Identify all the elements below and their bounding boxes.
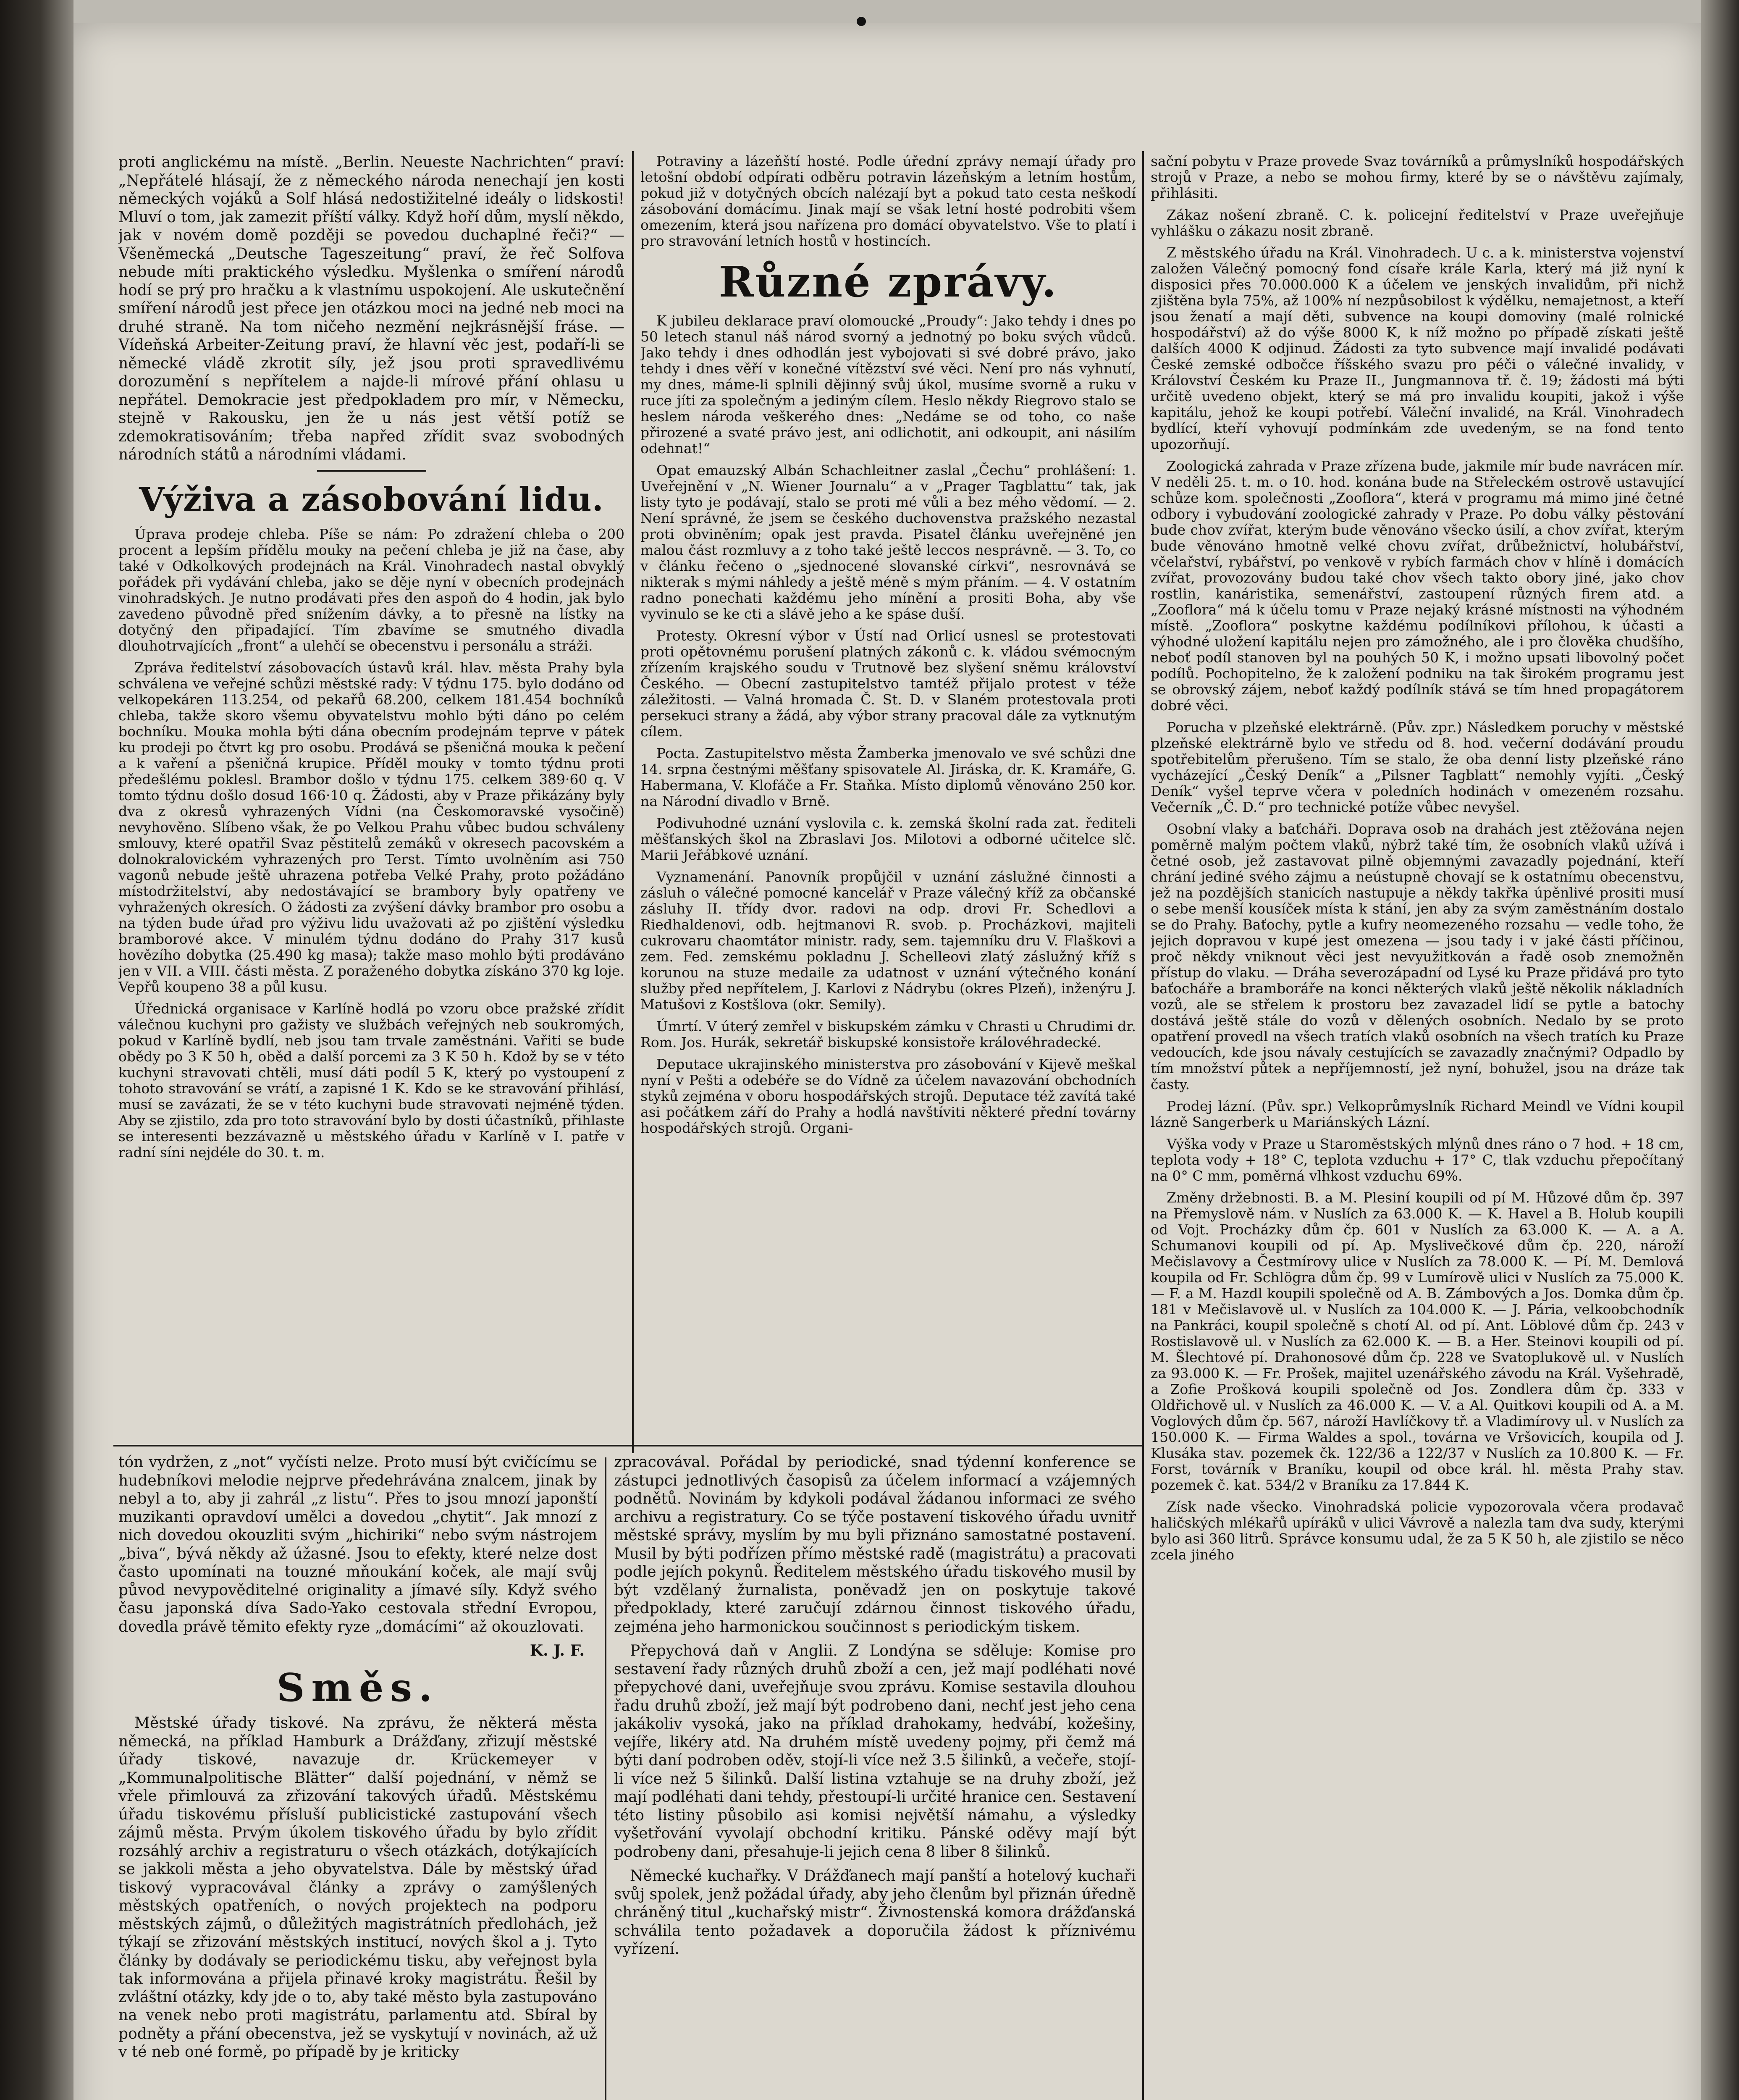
section-heading-smes: Směs. (276, 1665, 439, 1710)
article-pocta: Pocta. Zastupitelstvo města Žamberka jmenovalo ve své schůzi dne 14. srpna čestnými měšťany spisovatele Al. Jiráska, dr. K. Kramáře, G. Habermana, V. Klofáče a Fr. Staňka. Místo diplomů věnováno 250 kor. na Národní divadlo v Brně. (640, 745, 1136, 809)
article-protesty: Protesty. Okresní výbor v Ústí nad Orlicí usnesl se protestovati proti opětovnému porušení platných zákonů c. k. vládou svémocným zřízením krajského soudu v Trutnově bez slyšení sněmu království Českého. — Obecní zastupitelstvo tamtéž přijalo protest v téže záležitosti. — Valná hromada Č. St. D. v Slaném protestovala proti persekuci strany a žádá, aby výbor strany pracoval dále za vytknutým cílem. (640, 627, 1136, 740)
article-opat: Opat emauzský Albán Schachleitner zaslal „Čechu“ prohlášení: 1. Uveřejnění v „N. Wiener Journalu“ a v „Prager Tagblattu“ tak, jak listy tyto je podávají, stalo se proti mé vůli a bez mého vědomí. — 2. Není správné, že jsem se českého duchovenstva pražského nezastal proti obviněním; opak jest pravda. Pisatel článku uveřejněné jen malou část rozmluvy a z toho také ještě leccos nesprávně. — 3. To, co v článku řečeno o „sjednocené slovanské církvi“, nesrovnává se nikterak s mými náhledy a ještě méně s mým přáním. — 4. V ostatním radno ponechati každému jeho mínění a prositi Boha, aby vše vyvinulo se ke cti a slávě jeho a ke spáse duší. (640, 462, 1136, 622)
article-potraviny: Potraviny a lázeňští hosté. Podle úřední zprávy nemají úřady pro letošní období odpírati odběru potravin lázeňským a letním hostům, pokud již v dotyčných obcích nalézají byt a pokud tato cesta neškodí zásobování domácímu. Jinak mají se však letní hosté podrobiti všem omezením, která jsou nařízena pro domácí obyvatelstvo. Vše to platí i pro stravování letních hostů v hostincích. (640, 153, 1136, 249)
ink-speck (857, 17, 866, 26)
section-rule (113, 1445, 1142, 1446)
column-1 (118, 153, 624, 1438)
column-bottom-left (118, 1453, 597, 2100)
page-right-edge (1701, 0, 1739, 2100)
column-2 (640, 153, 1136, 1438)
article-porucha-elektrarna: Porucha v plzeňské elektrárně. (Pův. zpr.) Následkem poruchy v městské plzeňské elektrárně bylo ve středu od 8. hod. večerní dodávání proudu spotřebitelům přerušeno. Tím se stalo, že oba denní listy plzeňské ráno vycházející „Český Deník“ a „Pilsner Tagblatt“ nemohly vyjíti. „Český Deník“ vyšel teprve včera v poledních hodinách v omezeném rozsahu. Večerník „Č. D.“ pro technické potíže vůbec nevyšel. (1151, 719, 1684, 815)
column-rule-2 (1142, 151, 1144, 2100)
article-deputace: Deputace ukrajinského ministerstva pro zásobování v Kijevě meškal nyní v Pešti a odebéře se do Vídně za účelem navazování obchodních styků zejména v oboru hospodářských strojů. Deputace též zavítá také asi počátkem září do Prahy a hodlá navštíviti některé přední továrny hospodářských strojů. Organi- (640, 1056, 1136, 1136)
column-rule-1 (632, 151, 634, 1453)
article-divider (317, 470, 426, 472)
section-heading-vyziva: Výživa a zásobování lidu. (139, 480, 604, 519)
article-mestske-urady-tiskove: Městské úřady tiskové. Na zprávu, že některá města německá, na příklad Hamburk a Drážďany, zřizují městské úřady tiskové, navazuje dr. Krückemeyer v „Kommunalpolitische Blätter“ další pojednání, v němž se vřele přimlouvá za zřizování takových úřadů. Městskému úřadu tiskovému přísluší publicistické zastupování všech zájmů města. Prvým úkolem tiskového úřadu by bylo zřídit rozsáhlý archiv a registraturu o všech otázkách, dotýkajících se jakkoli města a jeho obyvatelstva. Dále by městský úřad tiskový vypracovával články a zprávy o zamýšlených městských opatřeních, o nových projektech na podporu městských zájmů, o důležitých magistrátních předlohách, jež týkají se zřizování městských institucí, nových škol a j. Tyto články by dodávaly se periodickému tisku, aby veřejnost byla tak informována a přijela přinavé kroky magistrátu. Řešil by zvláštní otázky, kdy jde o to, aby také město byla zastupováno na venek nebo proti magistrátu, parlamentu atd. Sbíral by podněty a přání obecenstva, jež se vyskytují v novinách, až už v té neb oné formě, po případě by je kriticky (118, 1714, 597, 2061)
article-mestsky-urad-vinohrady: Z městského úřadu na Král. Vinohradech. U c. a k. ministerstva vojenství založen Válečný pomocný fond císaře krále Karla, který má již nyní k disposici přes 70.000.000 K a účelem ve jenských invalidům, při nichž zjištěna byla 75%, až 100% ní nezpůsobilost k výdělku, nemajetnost, a kteří jsou ženatí a mají děti, subvence na koupi domoviny (malé rolnické hospodářství) až do výše 8000 K, k níž možno po případě získati ještě dalších 4000 K odjinud. Žádosti za tyto subvence mají invalidé podávati České zemské odbočce říšského svazu pro péči o válečné invalidy, v Království Českém ku Praze II., Jungmannova tř. č. 19; žádosti má býti určitě uvedeno objekt, který se má pro invalidu koupiti, jakož i výše kapitálu, jehož ke koupi potřebí. Váleční invalidé, na Král. Vinohradech bydlící, kteří vyhovují podmínkám zde uvedeným, se na fond tento upozorňují. (1151, 244, 1684, 452)
article-jubileum: K jubileu deklarace praví olomoucké „Proudy“: Jako tehdy i dnes po 50 letech stanul náš národ svorný a jednotný po boku svých vůdců. Jako tehdy i dnes odhodlán jest vybojovati si své dobré právo, jako tehdy i dnes věří v konečné vítězství své věci. Není pro nás vyhnutí, my dnes, máme-li splnili dějinný svůj úkol, musíme svorně a ruku v ruce jíti za společným a jediným cílem. Heslo někdy Riegrovo stalo se heslem národa veškerého dnes: „Nedáme se od toho, co naše přirozené a svaté právo jest, ani odlichotit, ani odkoupit, ani násilím odehnat!“ (640, 312, 1136, 457)
article-press-review: proti anglickému na místě. „Berlin. Neueste Nachrichten“ praví: „Nepřátelé hlásají, že z německého národa nenechají jen kosti německých vojáků a Solf hlásá nedostižitelné ideály o lidskosti! Mluví o tom, jak zamezit příští války. Když hoří dům, myslí někdo, jak v novém domě později se povedou duchaplné řeči?“ — Všeněmecká „Deutsche Tageszeitung“ praví, že řeč Solfova nebude míti praktického výsledku. Myšlenka o smíření národů hodí se prý pro hračku a k vlastnímu uspokojení. Ale uskutečnění smíření národů jest přece jen otázkou moci na jedné neb moci na druhé straně. Na tom ničeho nezmění nejkrásnější fráse. — Vídeňská Arbeiter-Zeitung praví, že hlavní věc jest, podaří-li se německé vládě zkrotit síly, jež jsou proti spravedlivému dorozumění s nepřítelem a najde-li mírové přání ohlasu u nepřátel. Demokracie jest předpokladem pro mír, v Německu, stejně v Rakousku, jen že u nás jest větší potíž se zdemokratisováním; třeba napřed zřídit svaz svobodných národních států a národními vládami. (118, 154, 624, 463)
section-heading-ruzne-zpravy: Různé zprávy. (719, 257, 1058, 307)
column-rule-bottom (605, 1457, 606, 2100)
article-umrti: Úmrtí. V úterý zemřel v biskupském zámku v Chrasti u Chrudimi dr. Rom. Jos. Hurák, sekretář biskupské konsistoře královéhradecké. (640, 1018, 1136, 1050)
article-vyznamenani: Vyznamenání. Panovník propůjčil v uznání záslužné činnosti a zásluh o válečné pomocné kancelář v Praze válečný kříž za občanské zásluhy II. třídy dvor. radovi na odp. drovi Fr. Schedlovi a Riedhaldenovi, odb. hejtmanovi R. svob. p. Procházkovi, majiteli cukrovaru chaomtátor ministr. rady, sem. tajemníku dru V. Flaškovi a zem. Fed. zemskému pokladnu J. Schelleovi zlatý záslužný kříž s korunou na stuze medaile za udatnost v uznání výtečného konání služby před nepřítelem, J. Karlovi z Nádrybu (okres Plzeň), inženýru J. Matušovi z Kostšlova (okr. Semily). (640, 869, 1136, 1013)
article-deputace-continued: sační pobytu v Praze provede Svaz továrníků a průmyslníků hospodářských strojů v Praze, a nebo se mohou firmy, které by se o návštěvu zajímaly, přihlásiti. (1151, 153, 1684, 201)
article-japanese-music: tón vydržen, z „not“ vyčísti nelze. Proto musí být cvičícímu se hudebníkovi melodie nejprve předehrávána znalcem, jinak by nebyl a to, aby ji zahrál „z listu“. Přes to jsou mnozí japonští muzikanti opravdoví umělci a dovedou „chytit“. Jak mnozí z nich dovedou okouzliti svým „hichiriki“ nebo svým nástrojem „biva“, bývá někdy až úžasné. Jsou to efekty, které nelze dost často upomínati na touzné mňoukání koček, ale mají svůj původ nevypověditelné originality a jímavé síly. Když svého času japonská díva Sado-Yako cestovala střední Evropou, dovedla právě těmito efekty ryze „domácími“ až okouzlovati. (118, 1454, 597, 1635)
column-3 (1151, 153, 1684, 2100)
binding-shadow (0, 0, 73, 2100)
article-prodej-lazni: Prodej lázní. (Pův. spr.) Velkoprůmyslník Richard Meindl ve Vídni koupil lázně Sangerberk u Mariánských Lázní. (1151, 1098, 1684, 1130)
article-zoologicka-zahrada: Zoologická zahrada v Praze zřízena bude, jakmile mír bude navrácen mír. V neděli 25. t. m. o 10. hod. konána bude na Střeleckém ostrově ustavující schůze kom. společnosti „Zooflora“, která v programu má mimo jiné četné odbory i vybudování zoologické zahrady v Praze. Po dobu války pěstování bude chov zvířat, kterým bude věnováno všecko úsilí, a chov zvířat, kterým bude věnováno hmotně velké chovu zvířat, drůbežnictví, holubářství, včelařství, rybářství, po venkově v rybích farmách chov v hlíně i domácích zvířat, provozovány budou také chov všech takto obory jiné, jako chov rostlin, kanáristika, semenářství, zastoupení různých firem atd. a „Zooflora“ má k účelu tomu v Praze nejaký krásné místnosti na výhodném místě. „Zooflora“ poskytne každému podílníkovi přílohou, k účasti a výhodné uložení kapitálu nejen pro zámožného, ale i pro člověka chudšího, neboť podíl stanoven byl na pouhých 50 K, i možno upsati libovolný počet podílů. Pochopitelno, že k založení podniku na tak širokém programu jest se obrovský zájem, neboť každý podílník stává se tím hned propagátorem dobré věci. (1151, 458, 1684, 714)
article-zisk-nade-vsecko: Získ nade všecko. Vinohradská policie vypozorovala včera prodavač haličských mlékařů upíráků v ulici Vávrově a nalezla tam dva sudy, kterými bylo asi 360 litrů. Správce konsumu udal, že za 5 K 50 h, ale zjistilo se něco zcela jiného (1151, 1499, 1684, 1563)
article-vyska-vody: Výška vody v Praze u Staroměstských mlýnů dnes ráno o 7 hod. + 18 cm, teplota vody + 18° C, teplota vzduchu + 17° C, tlak vzduchu přepočítaný na 0° C mm, poměrná vlhkost vzduchu 69%. (1151, 1136, 1684, 1184)
author-signature: K. J. F. (530, 1642, 585, 1659)
column-bottom-middle (614, 1453, 1136, 2100)
article-osobni-vlaky: Osobní vlaky a baťcháři. Doprava osob na drahách jest ztěžována nejen poměrně malým počtem vlaků, nýbrž také tím, že osobních vlaků užívá i četné osob, jež zastavovat pilně objemnými zavazadly pojednání, kteří chrání jediné svého zájmu a neústupně chovají se k ostatnímu obecenstvu, jež na pozdějších stanicích nastupuje a někdy takřka úpěnlivé prositi musí o sebe menší kousíček místa k stání, jen aby za svým zaměstnáním dostalo se do Prahy. Baťochy, pytle a kufry neomezeného rozsahu — vedle toho, že jejich dopravou v kupé jest omezena — jsou tady i v jaké části příčinou, proč někdy vniknout věci jest nevyužitkován a řadě osob znemožněn přístup do vlaku. — Dráha severozápadní od Lysé ku Praze přidává pro tyto baťocháře a bramboráře na konci některých vlaků ještě několik nákladních vozů, ale se střelem k prostoru bez zavazadel lidí se pytle a batochy dostává ještě stále do vozů v dělených osobních. Nedalo by se proto opatření provedl na všech tratích vlaků osobních na všech tratích ku Praze vedoucích, kde jsou návaly cestujících se zavazadly značnými? Odpadlo by tím množství půtek a nepříjemností, jež nyní, bohužel, jsou na dráze tak časty. (1151, 821, 1684, 1092)
article-podivuhodne-uznani: Podivuhodné uznání vyslovila c. k. zemská školní rada zat. řediteli měšťanských škol na Zbraslavi Jos. Milotovi a odborné učitelce slč. Marii Jeřábkové uznání. (640, 815, 1136, 863)
article-tiskovy-urad-continued: zpracovával. Pořádal by periodické, snad týdenní konference se zástupci jednotlivých časopisů za účelem informací a vzájemných podnětů. Novinám by kdykoli podával žádanou informaci ze svého archivu a registratury. Co se týče postavení tiskového úřadu uvnitř městské správy, myslím by mu byli přiznáno samostatné postavení. Musil by býti podřízen přímo městské radě (magistrátu) a pracovati podle jejích pokynů. Ředitelem městského úřadu tiskového musil by být vzdělaný žurnalista, poněvadž jen on poskytuje takové předpoklady, které zaručují zdárnou činnost tiskového úřadu, zejména jeho harmonickou součinnost s periodickým tiskem. (614, 1454, 1136, 1635)
article-chleba: Úprava prodeje chleba. Píše se nám: Po zdražení chleba o 200 procent a lepším přídělu mouky na pečení chleba je již na čase, aby také v Odkolkových prodejnách na Král. Vinohradech nastal obvyklý pořádek při vydávání chleba, jako se děje nyní v obecních prodejnách vinohradských. Je nutno prodávati přes den aspoň do 4 hodin, jak bylo zavedeno původně před snížením dávky, a to přesně na lístky na dotyčný den připadající. Tím zbavíme se smutného divadla dlouhotrvajících „front“ a ulehčí se obecenstvu i personálu a stráži. (118, 525, 624, 654)
article-urednicka-organisace: Úřednická organisace v Karlíně hodlá po vzoru obce pražské zřídit válečnou kuchyni pro gažisty ve službách veřejných neb soukromých, pokud v Karlíně bydlí, neb jsou tam trvale zaměstnáni. Vařiti se bude obědy po 3 K 50 h, oběd a další porcemi za 3 K 50 h. Kdož by se v této kuchyni stravovati chtěli, musí dáti podíl 5 K, který po vystoupení z tohoto stravování se vrátí, a zapisné 1 K. Kdo se ke stravování přihlásí, musí se zavázati, že se v této kuchyni bude stravovati nejméně týden. Aby se zjistilo, zda pro toto stravování bylo by dosti účastníků, přihlaste se interesenti bezzávazně u městského úřadu v Karlíně v I. patře v radní síni nejdéle do 30. t. m. (118, 1000, 624, 1160)
article-zprava-reditelstvi: Zpráva ředitelství zásobovacích ústavů král. hlav. města Prahy byla schválena ve veřejné schůzi městské rady: V týdnu 175. bylo dodáno od velkopekáren 113.254, od pekařů 68.200, celkem 181.454 bochníků chleba, takže skoro všemu obyvatelstvu mohlo býti dáno po celém bochníku. Mouka mohla býti dána obecním prodejnám teprve v pátek ku prodeji po čtvrt kg pro osobu. Prodává se pšeničná mouka k pečení a k vaření a pšeničná krupice. Příděl mouky v tomto týdnu proti předešlému poklesl. Brambor došlo v týdnu 175. celkem 389·60 q. V tomto týdnu došlo dosud 166·10 q. Žádosti, aby v Praze přikázány byly dva z okresů vyhrazených Vídni (na Českomoravské vysočině) nevyhověno. Slíbeno však, že po Velkou Prahu vůbec budou schváleny smlouvy, které opatřil Svaz pěstitelů zemáků v okresech pacovském a dolnokralovickém vyhrazených pro Terst. Tímto uvolněním asi 750 vagonů nebude ještě uhrazena potřeba Velké Prahy, proto požádáno místodržitelství, aby nedostávající se brambory byly opatřeny ve vyhražených okresích. O žádosti za zvýšení dávky brambor pro osobu a na týden bude úřad pro výživu lidu uvažovati až po zjištění výsledku bramborové akce. V minulém týdnu dodáno do Prahy 317 kusů hovězího dobytka (25.490 kg masa); takže maso mohlo býti prodáváno jen v VII. a VIII. části města. Z poraženého dobytka získáno 370 kg loje. Vepřů koupeno 38 a půl kusu. (118, 659, 624, 995)
article-nemecke-kucharky: Německé kuchařky. V Drážďanech mají panští a hotelový kuchaři svůj spolek, jenž požádal úřady, aby jeho členům byl přiznán úředně chráněný titul „kuchařský mistr“. Živnostenská komora drážďanská schválila tento požadavek a doporučila žádost k příznivému vyřízení. (614, 1867, 1136, 1958)
article-zakaz-zbrane: Zákaz nošení zbraně. C. k. policejní ředitelství v Praze uveřejňuje vyhlášku o zákazu nosit zbraně. (1151, 207, 1684, 239)
article-zmeny-drzebnosti: Změny držebnosti. B. a M. Plesiní koupili od pí M. Hůzové dům čp. 397 na Přemyslově nám. v Nuslích za 63.000 K. — K. Havel a B. Holub koupili od Vojt. Procházky dům čp. 601 v Nuslích za 63.000 K. — A. a A. Schumanovi koupili od pí. Ap. Myslivečkové dům čp. 220, nároží Mečislavovy a Čestmírovy ulice v Nuslích za 78.000 K. — Pí. M. Demlová koupila od Fr. Schlögra dům čp. 99 v Lumírově ulici v Nuslích za 75.000 K. — F. a M. Hazdl koupili společně od A. B. Zámbových a Jos. Domka dům čp. 181 v Mečislavově ul. v Nuslích za 104.000 K. — J. Pária, velkoobchodník na Pankráci, koupil společně s chotí Al. od pí. Ant. Löblové dům čp. 243 v Rostislavově ul. v Nuslích za 62.000 K. — B. a Her. Steinovi koupili od pí. M. Šlechtové pí. Drahonosové dům čp. 228 ve Svatoplukově ul. v Nuslích za 93.000 K. — Fr. Prošek, majitel uzenářského závodu na Král. Vyšehradě, a Zofie Prošková koupili společně od Jos. Zondlera dům čp. 333 v Oldřichově ul. v Nuslích za 46.000 K. — V. a Al. Quitkovi koupili od A. a M. Voglových dům čp. 567, nároží Havlíčkovy tř. a Vladimírovy ul. v Nuslích za 150.000 K. — Firma Waldes a spol., továrna ve Vršovicích, koupila od J. Klusáka stav. pozemek čk. 122/36 a 122/37 v Nuslích za 10.800 K. — Fr. Forst, továrník v Braníku, koupil od obce král. hl. města Prahy stav. pozemek č. kat. 534/2 v Braníku za 17.844 K. (1151, 1189, 1684, 1493)
article-prepychova-dan: Přepychová daň v Anglii. Z Londýna se sděluje: Komise pro sestavení řady různých druhů zboží a cen, jež mají podléhati nové přepychové dani, uveřejňuje svou zprávu. Komise sestavila dlouhou řadu druhů zboží, jež mají být podrobeno dani, nechť jest jeho cena jakákoliv vysoká, jako na příklad drahokamy, hedvábí, kožešiny, vejíře, likéry atd. Na druhém místě uvedeny pojmy, při čemž má býti daní podroben oděv, stojí-li více než 3.5 šilinků, a večeře, stojí-li více než 5 šilinků. Další listina vztahuje se na druhy zboží, jež mají podléhati dani tehdy, přestoupí-li určité hranice cen. Sestavení této listiny působilo asi komisi největší námahu, a výsledky vyšetřování vyvolají obchodní kritiku. Pánské oděvy mají být podrobeny dani, přesahuje-li jejich cena 8 liber 8 šilinků. (614, 1642, 1136, 1861)
